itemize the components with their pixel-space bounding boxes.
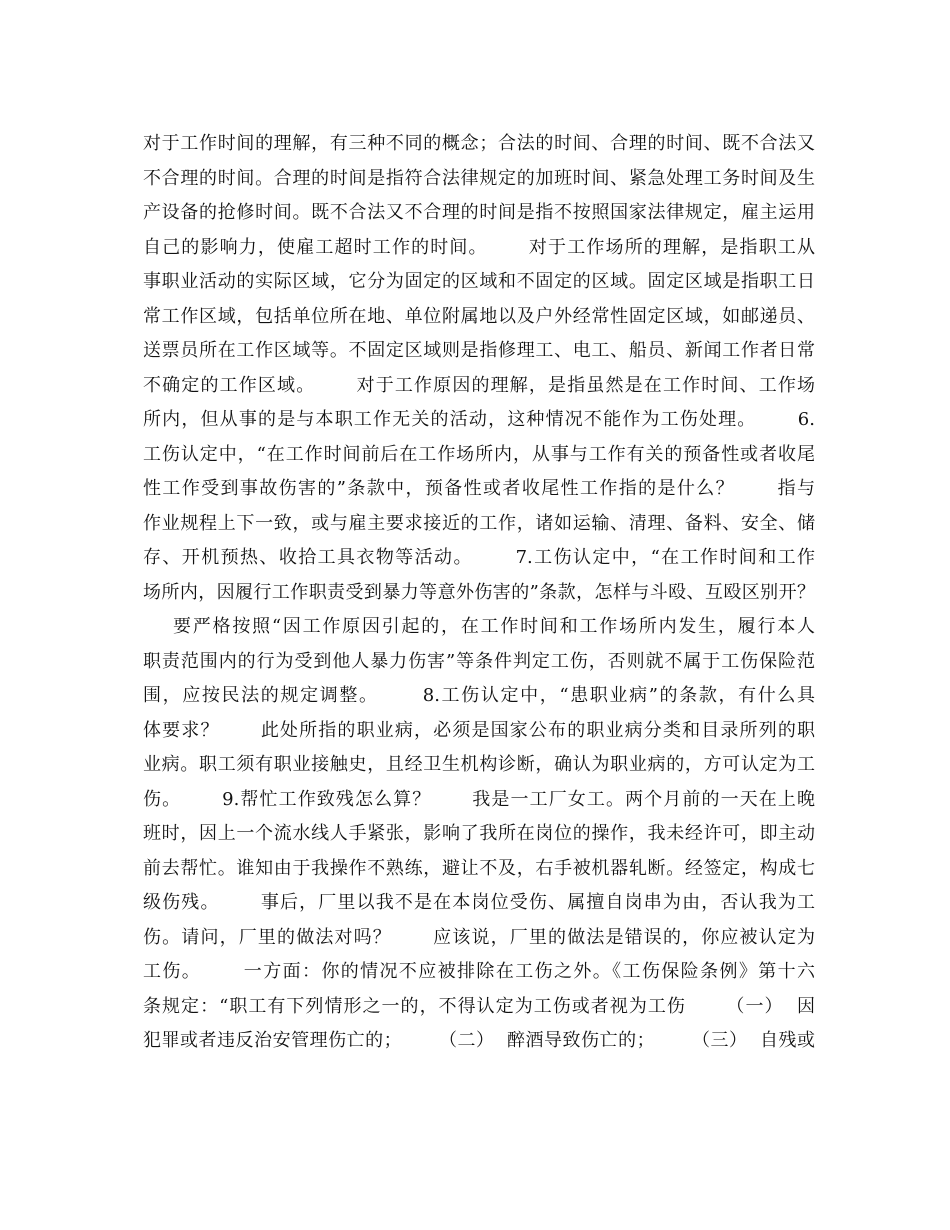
text-line: 不合理的时间。合理的时间是指符合法律规定的加班时间、紧急处理工务时间及生: [143, 167, 815, 189]
text-line: 体要求？ 此处所指的职业病，必须是国家公布的职业病分类和目录所列的职: [143, 719, 815, 741]
text-line: 条规定：“职工有下列情形之一的，不得认定为工伤或者视为工伤 （一） 因: [143, 995, 815, 1017]
text-line: 班时，因上一个流水线人手紧张，影响了我所在岗位的操作，我未经许可，即主动: [143, 823, 815, 844]
text-line: 作业规程上下一致，或与雇主要求接近的工作，诸如运输、清理、备料、安全、储: [143, 512, 815, 534]
text-line: 常工作区域，包括单位所在地、单位附属地以及户外经常性固定区域，如邮递员、: [143, 305, 815, 327]
text-line: 伤。请问，厂里的做法对吗？ 应该说，厂里的做法是错误的，你应被认定为: [143, 926, 815, 948]
text-line: 伤。 9.帮忙工作致残怎么算？ 我是一工厂女工。两个月前的一天在上晚: [143, 788, 815, 810]
text-line: 工伤认定中，“在工作时间前后在工作场所内，从事与工作有关的预备性或者收尾: [143, 443, 815, 465]
text-line: 自己的影响力，使雇工超时工作的时间。 对于工作场所的理解，是指职工从: [143, 236, 815, 258]
text-line: 业病。职工须有职业接触史，且经卫生机构诊断，确认为职业病的，方可认定为工: [143, 754, 815, 775]
text-line: 送票员所在工作区域等。不固定区域则是指修理工、电工、船员、新闻工作者日常: [143, 340, 815, 361]
body-text: [143, 127, 815, 1059]
text-line: 不确定的工作区域。 对于工作原因的理解，是指虽然是在工作时间、工作场: [143, 374, 815, 396]
text-line: 前去帮忙。谁知由于我操作不熟练，避让不及，右手被机器轧断。经签定，构成七: [143, 857, 815, 879]
text-line: 级伤残。 事后，厂里以我不是在本岗位受伤、属擅自岗串为由，否认我为工: [143, 892, 815, 913]
text-line: 要严格按照“因工作原因引起的，在工作时间和工作场所内发生，履行本人: [143, 616, 815, 637]
text-line: 产设备的抢修时间。既不合法又不合理的时间是指不按照国家法律规定，雇主运用: [143, 202, 815, 223]
text-line: 工伤。 一方面：你的情况不应被排除在工伤之外。《工伤保险条例》第十六: [143, 961, 815, 982]
text-line: 所内，但从事的是与本职工作无关的活动，这种情况不能作为工伤处理。 6.: [143, 409, 815, 430]
text-line: 场所内，因履行工作职责受到暴力等意外伤害的”条款，怎样与斗殴、互殴区别开？: [143, 581, 815, 603]
text-line: 对于工作时间的理解，有三种不同的概念；合法的时间、合理的时间、既不合法又: [143, 133, 815, 154]
text-line: 职责范围内的行为受到他人暴力伤害”等条件判定工伤，否则就不属于工伤保险范: [143, 650, 815, 672]
text-line: 犯罪或者违反治安管理伤亡的； （二） 醉酒导致伤亡的； （三） 自残或: [143, 1030, 815, 1051]
text-line: 事职业活动的实际区域，它分为固定的区域和不固定的区域。固定区域是指职工日: [143, 271, 815, 292]
text-line: 存、开机预热、收拾工具衣物等活动。 7.工伤认定中，“在工作时间和工作: [143, 547, 815, 568]
text-line: 围，应按民法的规定调整。 8.工伤认定中，“患职业病”的条款，有什么具: [143, 685, 815, 706]
text-line: 性工作受到事故伤害的”条款中，预备性或者收尾性工作指的是什么？ 指与: [143, 478, 815, 499]
